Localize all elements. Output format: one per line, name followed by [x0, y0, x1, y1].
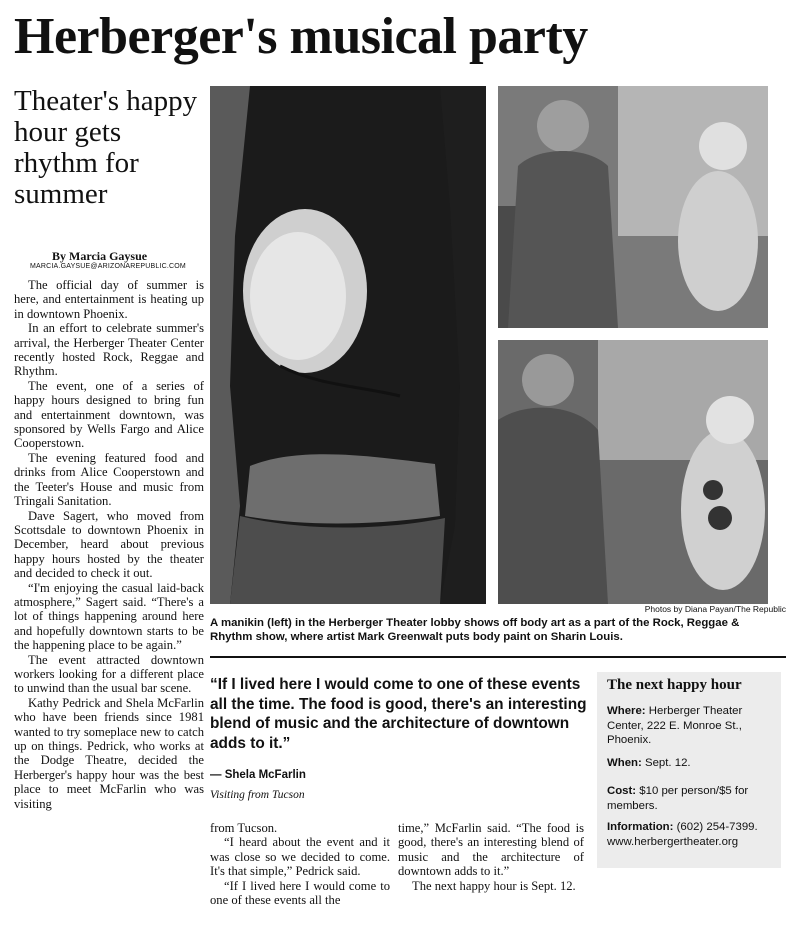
- article-column-3: [398, 821, 584, 893]
- sidebar-info-label: Information:: [607, 821, 674, 833]
- sidebar-cost-value: $10 per person/$5 for members.: [607, 785, 749, 812]
- paragraph: “I heard about the event and it was close so we decided to come. It's that simple,” Pedrick said.: [210, 835, 390, 879]
- pull-quote-subtitle: Visiting from Tucson: [210, 789, 305, 801]
- photo-credit: Photos by Diana Payan/The Republic: [644, 604, 786, 614]
- paragraph: The official day of summer is here, and entertainment is heating up in downtown Phoenix.: [14, 278, 204, 321]
- sidebar-cost-label: Cost:: [607, 785, 637, 797]
- pull-quote: “If I lived here I would come to one of these events all the time. The food is good, there's an interesting blend of music and the architecture of downtown adds to it.”: [210, 676, 587, 752]
- sidebar-cost: [607, 784, 777, 813]
- paragraph: Kathy Pedrick and Shela McFarlin who have been friends since 1981 wanted to try someplace new to catch up on things. Pedrick, who works at the Dodge Theatre, decided the Herberger's happy hour was the best place to meet McFarlin who was visiting: [14, 695, 204, 811]
- sidebar-info-value: (602) 254-7399.: [676, 821, 758, 833]
- paragraph: The evening featured food and drinks from Alice Cooperstown and the Teeter's House and music from Tringali Sanitation.: [14, 450, 204, 509]
- next-happy-hour-box: [597, 672, 781, 868]
- artist-painting-photo-bottom: [498, 340, 768, 604]
- artist-painting-photo-top: [498, 86, 768, 328]
- paragraph: The event attracted downtown workers looking for a different place to unwind than the usual bar scene.: [14, 652, 204, 696]
- headline: Herberger's musical party: [14, 8, 588, 65]
- author-email: MARCIA.GAYSUE@ARIZONAREPUBLIC.COM: [30, 263, 186, 270]
- byline: By Marcia Gaysue: [52, 249, 148, 263]
- manikin-body-art-photo: [210, 86, 486, 604]
- paragraph: The event, one of a series of happy hours designed to bring fun and entertainment downtown, was sponsored by Wells Fargo and Alice Cooperstown.: [14, 378, 204, 451]
- pull-quote-attribution: — Shela McFarlin: [210, 769, 306, 781]
- sidebar-when-label: When:: [607, 757, 642, 769]
- sidebar-where-label: Where:: [607, 705, 646, 717]
- paragraph: time,” McFarlin said. “The food is good, there's an interesting blend of music and the architecture of downtown adds to it.”: [398, 821, 584, 879]
- sidebar-website[interactable]: www.herbergertheater.org: [607, 835, 739, 848]
- paragraph: The next happy hour is Sept. 12.: [412, 878, 576, 893]
- sidebar-where-value: Herberger Theater Center, 222 E. Monroe St., Phoenix.: [607, 705, 743, 746]
- sidebar-when-value: Sept. 12.: [644, 757, 691, 769]
- sidebar-information: [607, 820, 777, 849]
- paragraph: “I'm enjoying the casual laid-back atmosphere,” Sagert said. “There's a lot of things happening around here and hopefully downtown starts to be the happening place to be again.”: [14, 580, 204, 653]
- sidebar-title: The next happy hour: [607, 677, 742, 693]
- paragraph: “If I lived here I would come to one of these events all the: [210, 878, 390, 908]
- article-column-2: [210, 821, 390, 907]
- sidebar-when: [607, 756, 777, 771]
- sidebar-where: [607, 704, 777, 748]
- photo-caption: A manikin (left) in the Herberger Theater lobby shows off body art as a part of the Rock, Reggae & Rhythm show, where artist Mark Greenwalt puts body paint on Sharin Louis.: [210, 617, 740, 643]
- paragraph: from Tucson.: [210, 821, 278, 835]
- divider-rule: [210, 656, 786, 658]
- paragraph: Dave Sagert, who moved from Scottsdale to downtown Phoenix in December, heard about previous happy hours hosted by the theater and decided to check it out.: [14, 508, 204, 581]
- article-column-1: [14, 278, 204, 811]
- paragraph: In an effort to celebrate summer's arrival, the Herberger Theater Center recently hosted Rock, Reggae and Rhythm.: [14, 321, 204, 379]
- deck-subheadline: Theater's happy hour gets rhythm for summer: [14, 85, 198, 210]
